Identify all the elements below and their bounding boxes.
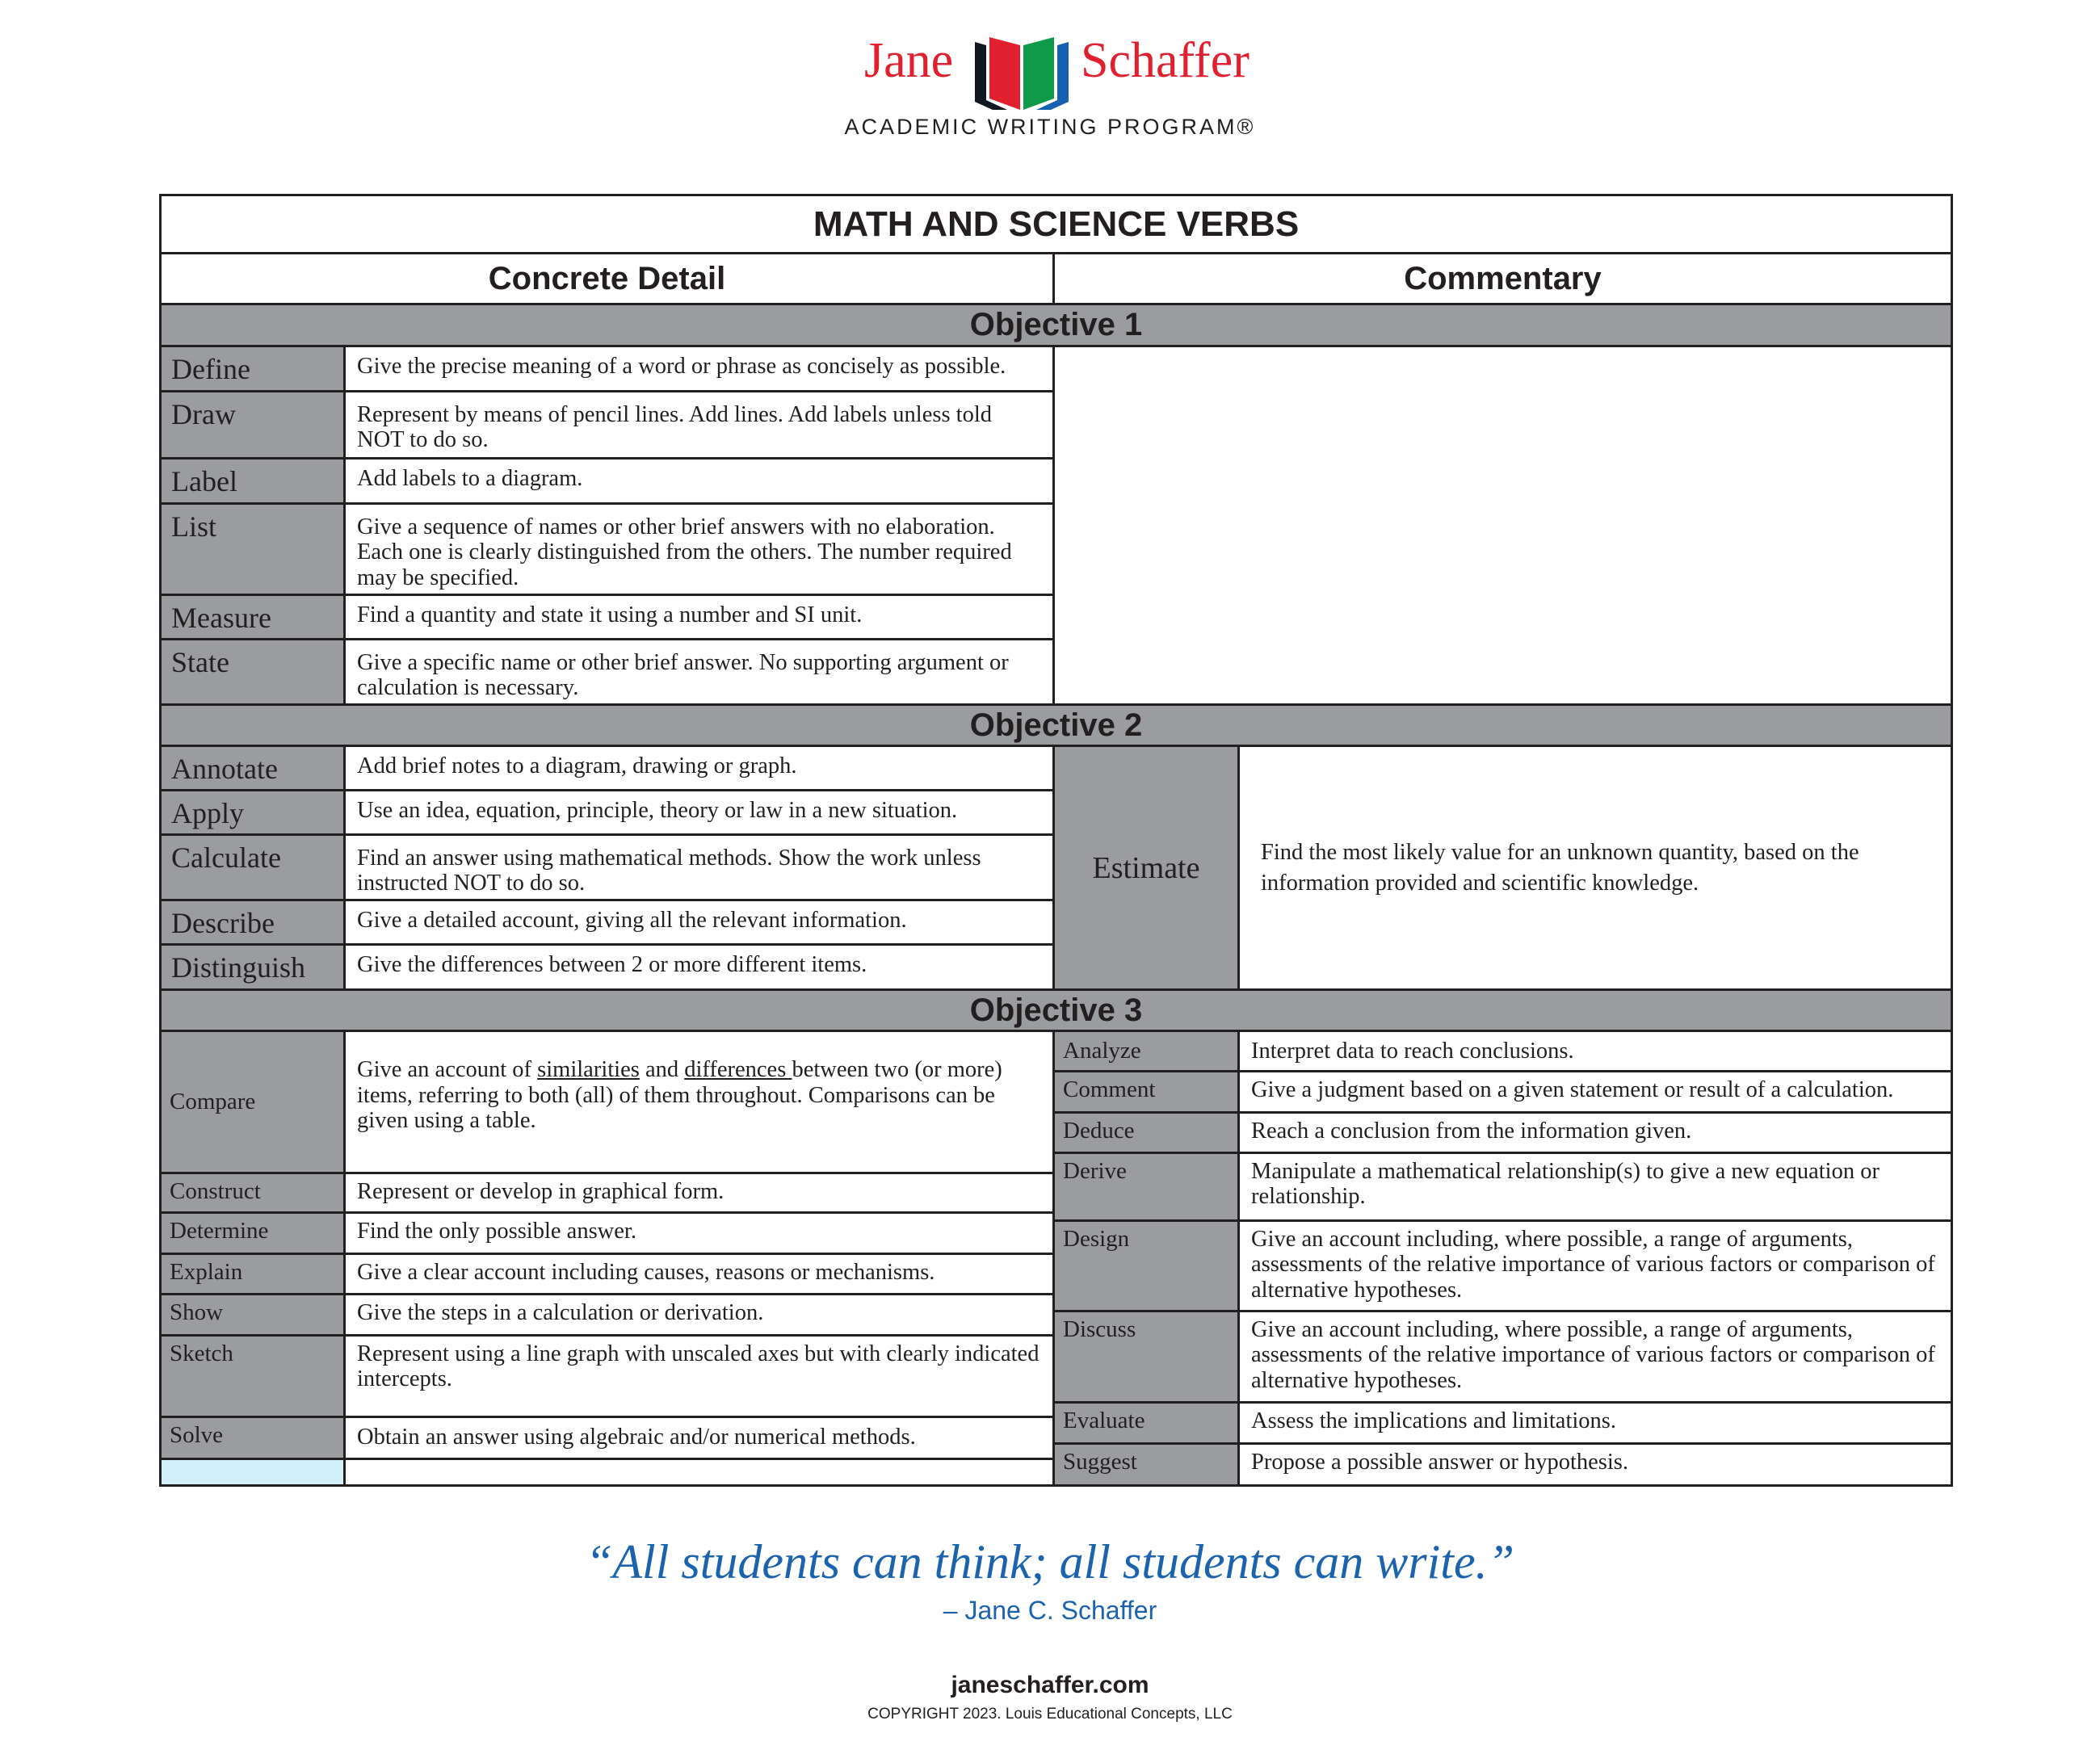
verb-sketch: Sketch [159,1334,346,1418]
copyright: COPYRIGHT 2023. Louis Educational Concepts, LLC [867,1706,1233,1723]
desc-draw: Represent by means of pencil lines. Add lines. Add labels unless told NOT to do so. [343,390,1055,460]
verb-apply: Apply [159,789,346,836]
desc-deduce: Reach a conclusion from the information given. [1237,1111,1953,1154]
desc-show: Give the steps in a calculation or derivation. [343,1293,1055,1337]
desc-sketch: Represent using a line graph with unscaled axes but with clearly indicated intercepts. [343,1334,1055,1418]
quote: “All students can think; all students can write.” [586,1535,1514,1588]
verb-annotate: Annotate [159,745,346,791]
website-link[interactable]: janeschaffer.com [951,1672,1149,1698]
logo-subtitle: ACADEMIC WRITING PROGRAM® [844,115,1256,139]
desc-discuss: Give an account including, where possible, a range of arguments, assessments of the relative importance of various factors or comparison of alternative hypotheses. [1237,1310,1953,1404]
desc-state: Give a specific name or other brief answer. No supporting argument or calculation is necessary. [343,638,1055,706]
verb-analyze: Analyze [1052,1030,1240,1072]
verb-define: Define [159,345,346,392]
desc-derive: Manipulate a mathematical relationship(s) to give a new equation or relationship. [1237,1152,1953,1222]
empty-verb-cell [159,1458,346,1487]
desc-suggest: Propose a possible answer or hypothesis. [1237,1442,1953,1487]
desc-list: Give a sequence of names or other brief answers with no elaboration. Each one is clearly distinguished from the others. The number required may be specified. [343,502,1055,596]
verb-discuss: Discuss [1052,1310,1240,1404]
objective-1-commentary-empty [1052,345,1953,706]
verb-evaluate: Evaluate [1052,1401,1240,1445]
desc-annotate: Add brief notes to a diagram, drawing or graph. [343,745,1055,791]
verb-calculate: Calculate [159,833,346,901]
desc-apply: Use an idea, equation, principle, theory or law in a new situation. [343,789,1055,836]
verb-construct: Construct [159,1172,346,1214]
logo-word-schaffer: Schaffer [1081,33,1250,88]
desc-determine: Find the only possible answer. [343,1211,1055,1255]
verb-design: Design [1052,1219,1240,1312]
desc-comment: Give a judgment based on a given statement or result of a calculation. [1237,1070,1953,1114]
table-title: MATH AND SCIENCE VERBS [159,194,1953,254]
desc-calculate: Find an answer using mathematical methods. Show the work unless instructed NOT to do so. [343,833,1055,901]
desc-label: Add labels to a diagram. [343,457,1055,505]
objective-3-header: Objective 3 [159,988,1953,1032]
objective-1-header: Objective 1 [159,303,1953,347]
objective-2-header: Objective 2 [159,703,1953,747]
desc-evaluate: Assess the implications and limitations. [1237,1401,1953,1445]
desc-distinguish: Give the differences between 2 or more different items. [343,943,1055,991]
verb-show: Show [159,1293,346,1337]
verb-suggest: Suggest [1052,1442,1240,1487]
verb-derive: Derive [1052,1152,1240,1222]
verb-comment: Comment [1052,1070,1240,1114]
book-logo-icon [975,37,1069,110]
desc-design: Give an account including, where possible, a range of arguments, assessments of the relative importance of various factors or comparison of alternative hypotheses. [1237,1219,1953,1312]
column-header-concrete-detail: Concrete Detail [159,252,1055,305]
verb-deduce: Deduce [1052,1111,1240,1154]
desc-describe: Give a detailed account, giving all the relevant information. [343,899,1055,946]
verb-explain: Explain [159,1253,346,1295]
verb-label: Label [159,457,346,505]
verb-draw: Draw [159,390,346,460]
desc-analyze: Interpret data to reach conclusions. [1237,1030,1953,1072]
desc-compare: Give an account of similarities and differences between two (or more) items, referring to both (all) of them throughout. Comparisons can be given using a table. [343,1030,1055,1174]
desc-define: Give the precise meaning of a word or phrase as concisely as possible. [343,345,1055,392]
verb-measure: Measure [159,594,346,640]
verb-describe: Describe [159,899,346,946]
verb-distinguish: Distinguish [159,943,346,991]
logo-word-jane: Jane [864,33,954,88]
verb-state: State [159,638,346,706]
column-header-commentary: Commentary [1052,252,1953,305]
verb-compare: Compare [159,1030,346,1174]
desc-explain: Give a clear account including causes, reasons or mechanisms. [343,1253,1055,1295]
desc-measure: Find a quantity and state it using a number and SI unit. [343,594,1055,640]
verb-estimate: Estimate [1052,745,1240,991]
quote-attribution: – Jane C. Schaffer [943,1596,1157,1625]
verb-solve: Solve [159,1416,346,1460]
desc-construct: Represent or develop in graphical form. [343,1172,1055,1214]
empty-desc-cell [343,1458,1055,1487]
desc-estimate: Find the most likely value for an unknown quantity, based on the information provided and scientific knowledge. [1237,745,1953,991]
verb-list: List [159,502,346,596]
verb-determine: Determine [159,1211,346,1255]
desc-solve: Obtain an answer using algebraic and/or numerical methods. [343,1416,1055,1460]
